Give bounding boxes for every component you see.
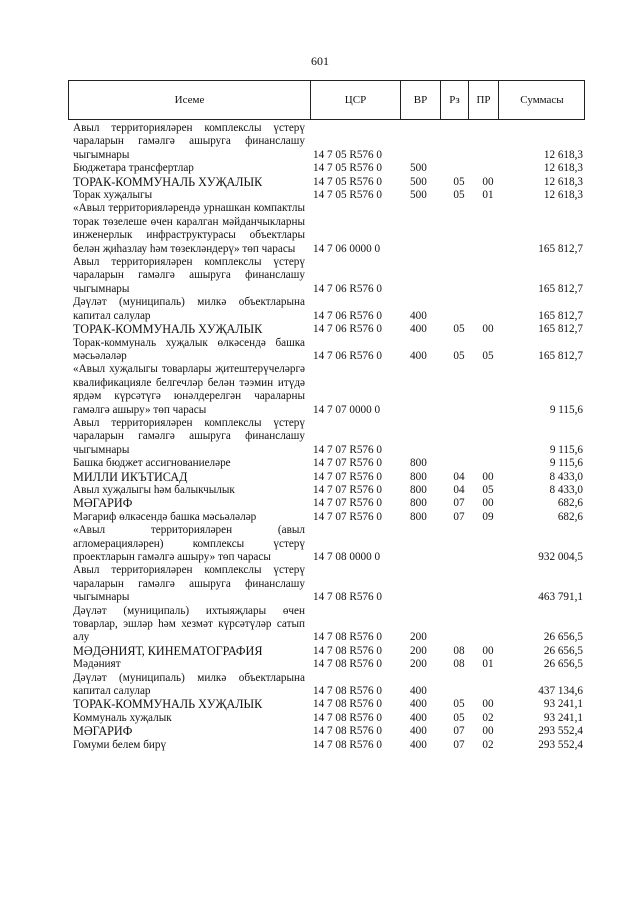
row-sum: 165 812,7 [538, 349, 583, 362]
table-row [73, 162, 585, 175]
row-csr: 14 7 08 0000 0 [313, 551, 381, 563]
table-row [73, 256, 585, 296]
row-rz: 05 [453, 698, 465, 711]
row-vr: 200 [410, 644, 427, 657]
table-row [73, 176, 585, 189]
row-name: МӘГАРИФ [73, 724, 133, 739]
table-row [73, 323, 585, 336]
table-row [73, 645, 585, 658]
row-rz: 05 [453, 189, 465, 202]
row-csr: 14 7 06 R576 0 [313, 309, 382, 322]
table-row [73, 337, 585, 364]
row-pr: 02 [482, 738, 494, 751]
row-name: Гомуми белем бирү [73, 738, 167, 751]
row-csr: 14 7 07 R576 0 [313, 443, 382, 456]
row-csr: 14 7 08 R576 0 [313, 658, 382, 671]
row-rz: 07 [453, 497, 465, 510]
row-pr: 00 [482, 470, 494, 483]
row-vr: 800 [410, 510, 427, 523]
table-row [73, 524, 585, 564]
row-pr: 00 [482, 698, 494, 711]
row-csr: 14 7 07 R576 0 [313, 470, 382, 483]
row-sum: 293 552,4 [538, 738, 583, 751]
row-name: Авыл территорияләрен комплекслы үстерү чараларын гамәлгә ашыруга финанслашу чыгымнары [73, 564, 308, 604]
table-row [73, 739, 585, 752]
row-name: Мәдәният [73, 658, 121, 671]
table-row [73, 417, 585, 457]
row-vr: 400 [410, 349, 427, 362]
row-csr: 14 7 07 R576 0 [313, 483, 382, 496]
row-sum: 93 241,1 [543, 698, 583, 711]
row-sum: 8 433,0 [549, 483, 583, 496]
row-sum: 26 656,5 [543, 658, 583, 671]
row-sum: 165 812,7 [538, 282, 583, 295]
header-rz: Рз [441, 81, 469, 119]
row-pr: 05 [482, 483, 494, 496]
row-name: МӘДӘНИЯТ, КИНЕМАТОГРАФИЯ [73, 643, 263, 658]
row-name: Авыл территорияләрен комплекслы үстерү чараларын гамәлгә ашыруга финанслашу чыгымнары [73, 122, 308, 161]
row-vr: 500 [410, 189, 427, 202]
row-vr: 400 [410, 309, 427, 322]
row-name: Дәүләт (муниципаль) милкә объектларына капитал салулар [73, 296, 308, 322]
row-sum: 165 812,7 [538, 242, 583, 255]
row-vr: 800 [410, 457, 427, 470]
row-name: Торак-коммуналь хуҗалык өлкәсендә башка мәсьәләләр [73, 336, 308, 362]
table-row [73, 497, 585, 510]
row-csr: 14 7 06 R576 0 [313, 282, 382, 295]
row-name: Дәүләт (муниципаль) милкә объектларына капитал салулар [73, 671, 308, 698]
row-sum: 12 618,3 [543, 189, 583, 202]
row-csr: 14 7 07 0000 0 [313, 403, 381, 416]
header-name: Исеме [69, 81, 311, 119]
row-pr: 00 [482, 175, 494, 188]
row-pr: 09 [482, 510, 494, 523]
header-csr: ЦСР [311, 81, 401, 119]
table-row [73, 296, 585, 323]
row-name: Мәгариф өлкәсендә башка мәсьәләләр [73, 510, 257, 523]
table-row [73, 698, 585, 711]
row-sum: 12 618,3 [543, 162, 583, 175]
row-pr: 05 [482, 349, 494, 362]
row-name: ТОРАК-КОММУНАЛЬ ХУҖАЛЫК [73, 322, 263, 337]
budget-table-body [73, 122, 585, 752]
row-rz: 04 [453, 470, 465, 483]
row-csr: 14 7 05 R576 0 [313, 148, 382, 161]
row-csr: 14 7 06 R576 0 [313, 349, 382, 362]
row-vr: 500 [410, 162, 427, 175]
row-sum: 26 656,5 [543, 631, 583, 644]
table-row [73, 658, 585, 671]
row-name: ТОРАК-КОММУНАЛЬ ХУҖАЛЫК [73, 697, 263, 712]
row-vr: 400 [410, 685, 427, 698]
row-name: Коммуналь хуҗалык [73, 711, 172, 724]
row-name: МӘГАРИФ [73, 496, 133, 511]
row-sum: 12 618,3 [543, 175, 583, 188]
row-csr: 14 7 08 R576 0 [313, 631, 382, 644]
row-name: Бюджетара трансфертлар [73, 162, 194, 175]
row-name: МИЛЛИ ИКЪТИСАД [73, 469, 188, 484]
row-sum: 165 812,7 [538, 309, 583, 322]
row-pr: 01 [482, 658, 494, 671]
header-sum: Суммасы [520, 94, 564, 106]
row-name: Авыл территорияләрен комплекслы үстерү чараларын гамәлгә ашыруга финанслашу чыгымнары [73, 256, 308, 295]
row-sum: 9 115,6 [549, 457, 583, 470]
row-rz: 08 [453, 658, 465, 671]
row-vr: 400 [410, 323, 427, 336]
row-csr: 14 7 06 0000 0 [313, 242, 381, 255]
header-vr: ВР [401, 81, 441, 119]
row-sum: 437 134,6 [538, 685, 583, 698]
table-row [73, 672, 585, 699]
row-rz: 05 [453, 175, 465, 188]
row-vr: 200 [410, 631, 427, 644]
table-row [73, 471, 585, 484]
row-rz: 08 [453, 644, 465, 657]
row-sum: 12 618,3 [543, 148, 583, 161]
table-row [73, 457, 585, 470]
row-sum: 682,6 [557, 510, 583, 523]
table-row [73, 202, 585, 256]
row-name: Башка бюджет ассигнованиеләре [73, 457, 231, 470]
row-pr: 00 [482, 725, 494, 738]
row-sum: 26 656,5 [543, 644, 583, 657]
row-sum: 8 433,0 [549, 470, 583, 483]
table-row [73, 511, 585, 524]
row-sum: 93 241,1 [543, 711, 583, 724]
row-csr: 14 7 08 R576 0 [313, 698, 382, 711]
row-csr: 14 7 05 R576 0 [313, 175, 382, 188]
row-csr: 14 7 06 R576 0 [313, 323, 382, 336]
row-pr: 00 [482, 323, 494, 336]
row-sum: 293 552,4 [538, 725, 583, 738]
row-vr: 800 [410, 497, 427, 510]
row-csr: 14 7 08 R576 0 [313, 644, 382, 657]
row-csr: 14 7 07 R576 0 [313, 497, 382, 510]
table-row [73, 363, 585, 417]
row-pr: 00 [482, 497, 494, 510]
row-name: Авыл хуҗалыгы һәм балыкчылык [73, 483, 235, 496]
row-csr: 14 7 07 R576 0 [313, 457, 382, 470]
row-sum: 682,6 [557, 497, 583, 510]
row-sum: 165 812,7 [538, 323, 583, 336]
row-vr: 500 [410, 175, 427, 188]
row-sum: 932 004,5 [538, 551, 583, 563]
row-csr: 14 7 08 R576 0 [313, 685, 382, 698]
row-vr: 400 [410, 711, 427, 724]
row-rz: 05 [453, 711, 465, 724]
table-row [73, 725, 585, 738]
row-vr: 800 [410, 470, 427, 483]
row-name: Торак хуҗалыгы [73, 189, 153, 202]
page-number: 601 [311, 54, 329, 68]
row-csr: 14 7 08 R576 0 [313, 591, 382, 604]
row-rz: 07 [453, 725, 465, 738]
row-rz: 07 [453, 738, 465, 751]
row-rz: 05 [453, 323, 465, 336]
table-row [73, 122, 585, 162]
row-name: «Авыл территорияләрендә урнашкан компактлы торак төзелеше өчен каралган мәйданчыкларны инженерлык инфраструктурасы объектлары белән җиһазлау һәм төзекләндерү» төп чарасы [73, 202, 308, 255]
row-rz: 04 [453, 483, 465, 496]
row-pr: 01 [482, 189, 494, 202]
row-vr: 800 [410, 483, 427, 496]
row-sum: 463 791,1 [538, 591, 583, 604]
row-name: Дәүләт (муниципаль) ихтыяҗлары өчен товарлар, эшләр һәм хезмәт күрсәтүләр сатып алу [73, 604, 308, 644]
row-csr: 14 7 07 R576 0 [313, 510, 382, 523]
row-vr: 400 [410, 725, 427, 738]
row-vr: 400 [410, 698, 427, 711]
row-name: «Авыл хуҗалыгы товарлары җитештерүчеләргә квалификацияле белгечләр белән тәэмин итүдә ярдәм күрсәтүгә юнәлдерелгән чараларны гамәлгә ашыру» төп чарасы [73, 363, 308, 416]
row-vr: 400 [410, 738, 427, 751]
row-vr: 200 [410, 658, 427, 671]
row-rz: 05 [453, 349, 465, 362]
table-row [73, 484, 585, 497]
row-name: «Авыл территорияләрен (авыл агломерацияләрен) комплексы үстерү проектларын гамәлгә ашыру» төп чарасы [73, 524, 308, 563]
row-rz: 07 [453, 510, 465, 523]
row-csr: 14 7 05 R576 0 [313, 162, 382, 175]
row-csr: 14 7 08 R576 0 [313, 725, 382, 738]
table-row [73, 712, 585, 725]
row-pr: 02 [482, 711, 494, 724]
row-sum: 9 115,6 [549, 403, 583, 416]
row-name: Авыл территорияләрен комплекслы үстерү чараларын гамәлгә ашыруга финанслашу чыгымнары [73, 416, 308, 456]
table-row [73, 564, 585, 604]
table-header [68, 80, 585, 120]
row-csr: 14 7 08 R576 0 [313, 711, 382, 724]
header-pr: ПР [469, 81, 499, 119]
row-sum: 9 115,6 [549, 443, 583, 456]
row-pr: 00 [482, 644, 494, 657]
row-name: ТОРАК-КОММУНАЛЬ ХУҖАЛЫК [73, 174, 263, 189]
table-row [73, 605, 585, 645]
row-csr: 14 7 05 R576 0 [313, 189, 382, 202]
table-row [73, 189, 585, 202]
row-csr: 14 7 08 R576 0 [313, 738, 382, 751]
